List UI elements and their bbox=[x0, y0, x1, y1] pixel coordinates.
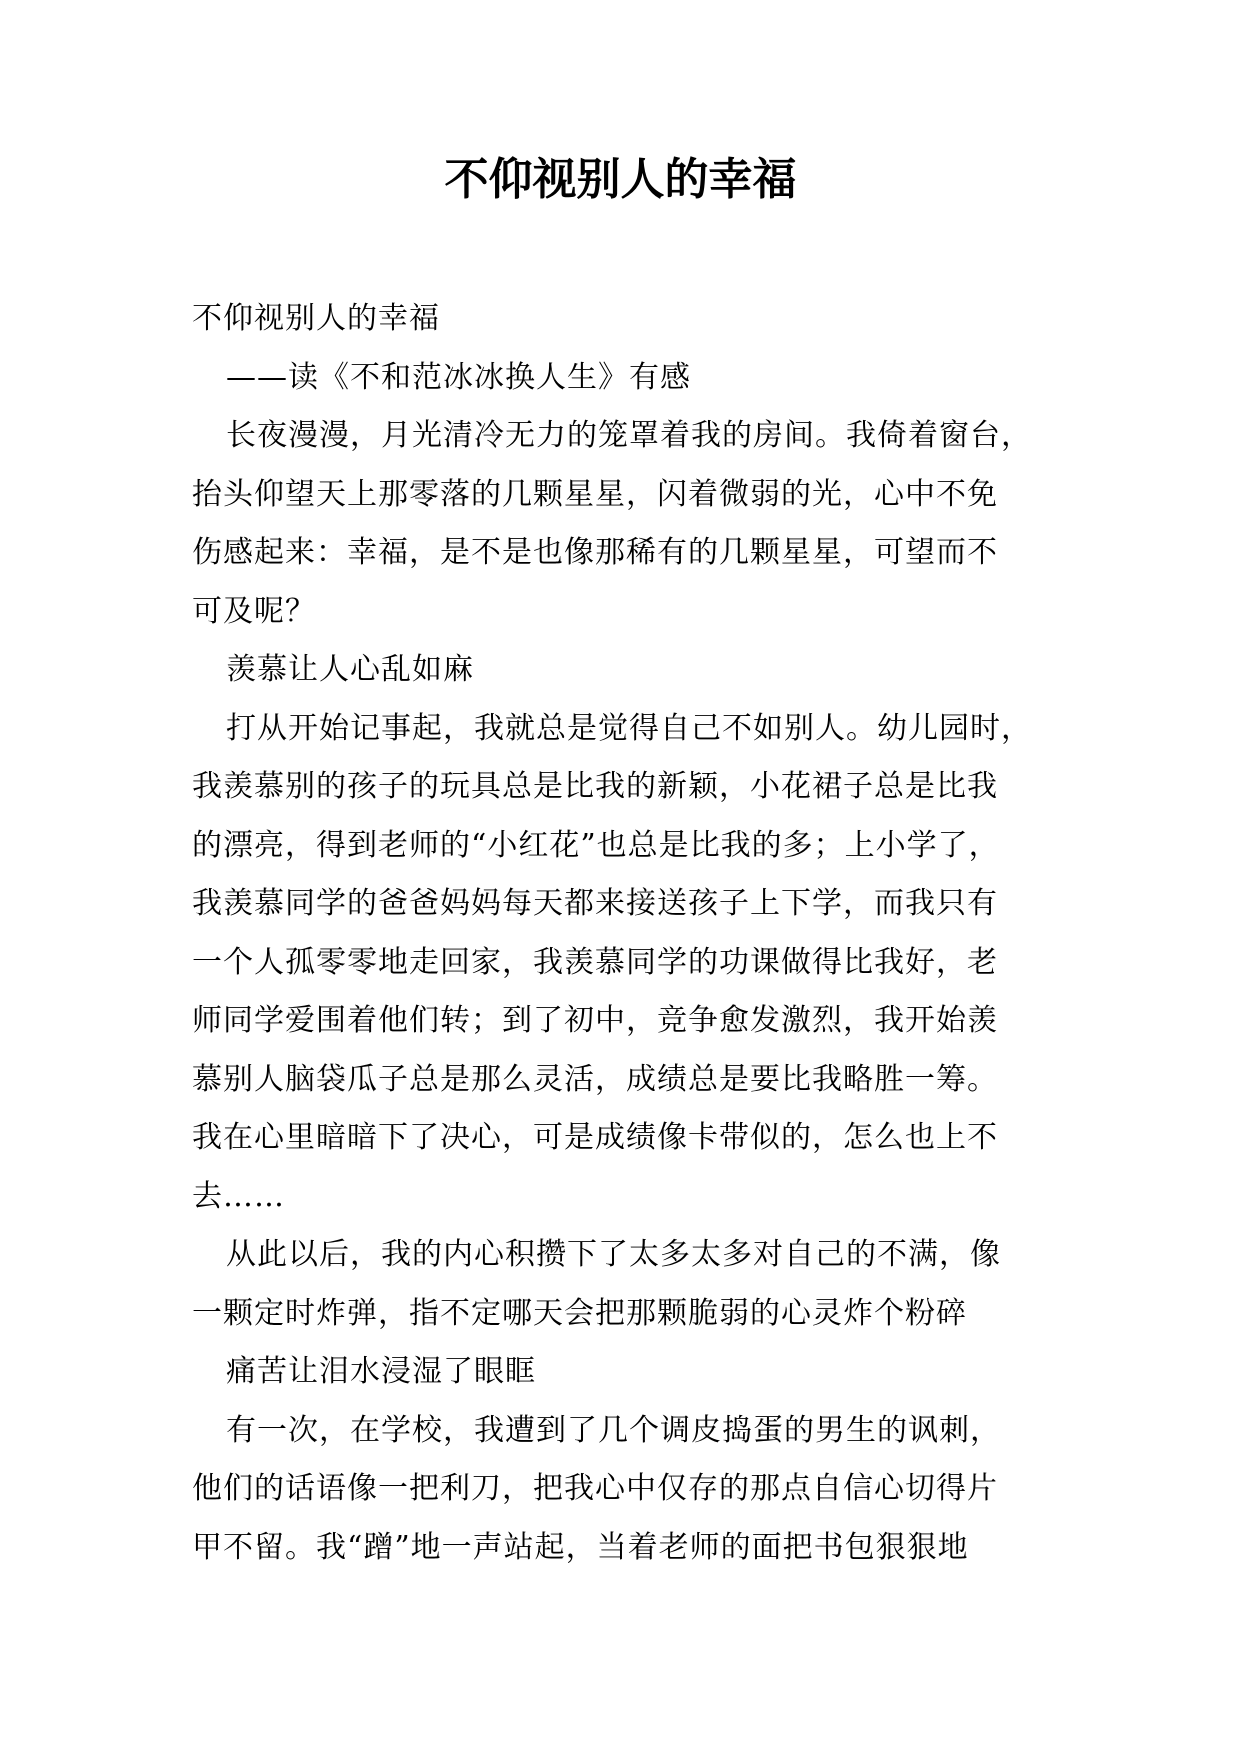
text-line: 可及呢？ bbox=[192, 593, 316, 629]
text-line: 我在心里暗暗下了决心，可是成绩像卡带似的，怎么也上不 bbox=[192, 1120, 998, 1155]
text-line: 一颗定时炸弹，指不定哪天会把那颗脆弱的心灵炸个粉碎 bbox=[192, 1295, 967, 1331]
text-line: 一个人孤零零地走回家，我羡慕同学的功课做得比我好，老 bbox=[192, 944, 998, 980]
text-line: 我羡慕同学的爸爸妈妈每天都来接送孩子上下学，而我只有 bbox=[192, 886, 998, 921]
text-line: 羡慕让人心乱如麻 bbox=[226, 652, 474, 687]
text-line: 不仰视别人的幸福 bbox=[192, 301, 440, 336]
text-line: 痛苦让泪水浸湿了眼眶 bbox=[226, 1354, 536, 1389]
text-line: 甲不留。我“蹭”地一声站起，当着老师的面把书包狠狠地 bbox=[192, 1529, 969, 1565]
text-line: 抬头仰望天上那零落的几颗星星，闪着微弱的光，心中不免 bbox=[192, 476, 998, 512]
text-line: 打从开始记事起，我就总是觉得自己不如别人。幼儿园时， bbox=[226, 710, 1032, 746]
text-line: 长夜漫漫，月光清冷无力的笼罩着我的房间。我倚着窗台， bbox=[226, 418, 1032, 453]
text-line: 伤感起来：幸福，是不是也像那稀有的几颗星星，可望而不 bbox=[192, 535, 998, 570]
text-line: ——读《不和范冰冰换人生》有感 bbox=[226, 359, 691, 395]
text-line: 他们的话语像一把利刀，把我心中仅存的那点自信心切得片 bbox=[192, 1471, 998, 1506]
text-line: 慕别人脑袋瓜子总是那么灵活，成绩总是要比我略胜一筹。 bbox=[192, 1061, 998, 1097]
text-line: 师同学爱围着他们转；到了初中，竞争愈发激烈，我开始羡 bbox=[192, 1003, 998, 1038]
text-line: 从此以后，我的内心积攒下了太多太多对自己的不满，像 bbox=[226, 1237, 1001, 1272]
document-body bbox=[192, 290, 1072, 1577]
text-line: 有一次，在学校，我遭到了几个调皮捣蛋的男生的讽刺， bbox=[226, 1412, 1001, 1448]
text-line: 的漂亮，得到老师的“小红花”也总是比我的多；上小学了， bbox=[192, 827, 1000, 863]
document-title: 不仰视别人的幸福 bbox=[444, 154, 797, 205]
text-line: 去…… bbox=[192, 1178, 285, 1214]
text-line: 我羡慕别的孩子的玩具总是比我的新颖，小花裙子总是比我 bbox=[192, 769, 998, 804]
